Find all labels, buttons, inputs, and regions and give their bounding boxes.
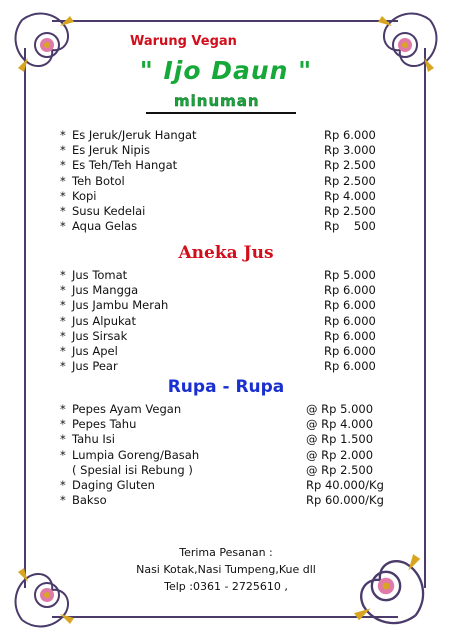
item-price: Rp 3.000 — [324, 143, 376, 158]
item-name: Bakso — [72, 493, 107, 508]
item-name: Es Jeruk Nipis — [72, 143, 150, 158]
menu-item — [60, 219, 390, 234]
item-name: Es Jeruk/Jeruk Hangat — [72, 128, 197, 142]
item-price: @ Rp 2.500 — [306, 462, 374, 477]
menu-item — [60, 283, 390, 298]
item-price: Rp 40.000/Kg — [306, 477, 384, 492]
menu-item — [60, 158, 390, 173]
item-name: Pepes Ayam Vegan — [72, 402, 182, 416]
menu-item — [60, 204, 390, 219]
item-bullet: * — [60, 402, 66, 416]
item-price: Rp 500 — [324, 219, 376, 234]
item-bullet: * — [60, 313, 66, 328]
menu-item — [60, 463, 390, 478]
item-name: Jus Jambu Merah — [72, 298, 169, 313]
item-price: @ Rp 1.500 — [306, 432, 374, 447]
title-underline — [146, 112, 296, 114]
item-price: Rp 2.500 — [324, 158, 376, 173]
item-price: Rp 6.000 — [324, 283, 376, 298]
menu-item — [60, 189, 390, 204]
item-price: Rp 6.000 — [324, 298, 376, 313]
menu-item — [60, 298, 390, 313]
footer-line-products: Nasi Kotak,Nasi Tumpeng,Kue dll — [136, 563, 316, 576]
item-name: Jus Apel — [72, 343, 118, 358]
item-name: Jus Alpukat — [72, 313, 136, 328]
menu-item — [60, 128, 390, 143]
item-price: @ Rp 2.000 — [306, 447, 374, 462]
item-name: Aqua Gelas — [72, 219, 138, 234]
item-bullet: * — [60, 328, 66, 343]
item-name: Susu Kedelai — [72, 203, 146, 218]
footer-contact — [0, 544, 452, 595]
item-price: Rp 4.000 — [324, 188, 376, 203]
item-price: Rp 6.000 — [324, 343, 376, 358]
menu-item — [60, 478, 390, 493]
menu-item — [60, 493, 390, 508]
item-bullet: * — [60, 158, 66, 173]
item-name: Kopi — [72, 188, 97, 203]
item-price: Rp 60.000/Kg — [306, 493, 384, 508]
item-bullet: * — [60, 143, 66, 158]
menu-item — [60, 143, 390, 158]
footer-line-phone: Telp :0361 - 2725610 , — [164, 580, 288, 593]
item-name: Daging Gluten — [72, 477, 155, 492]
footer-line-orders: Terima Pesanan : — [179, 546, 273, 559]
item-bullet: * — [60, 188, 66, 203]
restaurant-label: Warung Vegan — [130, 34, 237, 49]
item-bullet: * — [60, 219, 66, 234]
item-bullet: * — [60, 359, 66, 374]
menu-item — [60, 329, 390, 344]
item-price: Rp 5.000 — [324, 268, 376, 282]
item-name: Pepes Tahu — [72, 417, 137, 432]
menu-item — [60, 344, 390, 359]
item-price: @ Rp 4.000 — [306, 417, 374, 432]
menu-item — [60, 268, 390, 283]
item-price: Rp 6.000 — [324, 128, 376, 142]
item-name: Lumpia Goreng/Basah — [72, 447, 200, 462]
item-price: Rp 6.000 — [324, 328, 376, 343]
item-name: Jus Pear — [72, 359, 118, 374]
menu-item — [60, 448, 390, 463]
brand-title: " Ijo Daun " — [139, 56, 313, 85]
item-price: Rp 6.000 — [324, 313, 376, 328]
item-bullet: * — [60, 128, 66, 142]
item-bullet: * — [60, 298, 66, 313]
section-title-drinks: minuman — [174, 92, 260, 110]
menu-item — [60, 359, 390, 374]
item-bullet: * — [60, 343, 66, 358]
item-price: Rp 6.000 — [324, 359, 376, 374]
item-price: Rp 2.500 — [324, 173, 376, 188]
item-bullet: * — [60, 417, 66, 432]
item-price: Rp 2.500 — [324, 203, 376, 218]
misc-list — [60, 402, 390, 508]
item-name: Tahu Isi — [72, 432, 115, 447]
item-bullet: * — [60, 283, 66, 298]
juices-list — [60, 268, 390, 374]
item-bullet: * — [60, 268, 66, 282]
drinks-list — [60, 128, 390, 234]
item-name: Teh Botol — [72, 173, 125, 188]
menu-item — [60, 432, 390, 447]
item-name: Jus Mangga — [72, 283, 139, 298]
item-price: @ Rp 5.000 — [306, 402, 374, 416]
item-name: Es Teh/Teh Hangat — [72, 158, 178, 173]
item-name: Jus Sirsak — [72, 328, 128, 343]
section-title-misc: Rupa - Rupa — [167, 377, 285, 397]
section-title-juice: Aneka Jus — [178, 243, 274, 263]
item-bullet: * — [60, 432, 66, 447]
item-bullet: * — [60, 477, 66, 492]
item-bullet: * — [60, 493, 66, 508]
item-bullet: * — [60, 173, 66, 188]
menu-item — [60, 174, 390, 189]
item-name: Jus Tomat — [72, 268, 128, 282]
menu-item — [60, 402, 390, 417]
item-bullet: * — [60, 203, 66, 218]
menu-item — [60, 314, 390, 329]
item-name: ( Spesial isi Rebung ) — [72, 462, 193, 477]
item-bullet: * — [60, 447, 66, 462]
menu-item — [60, 417, 390, 432]
